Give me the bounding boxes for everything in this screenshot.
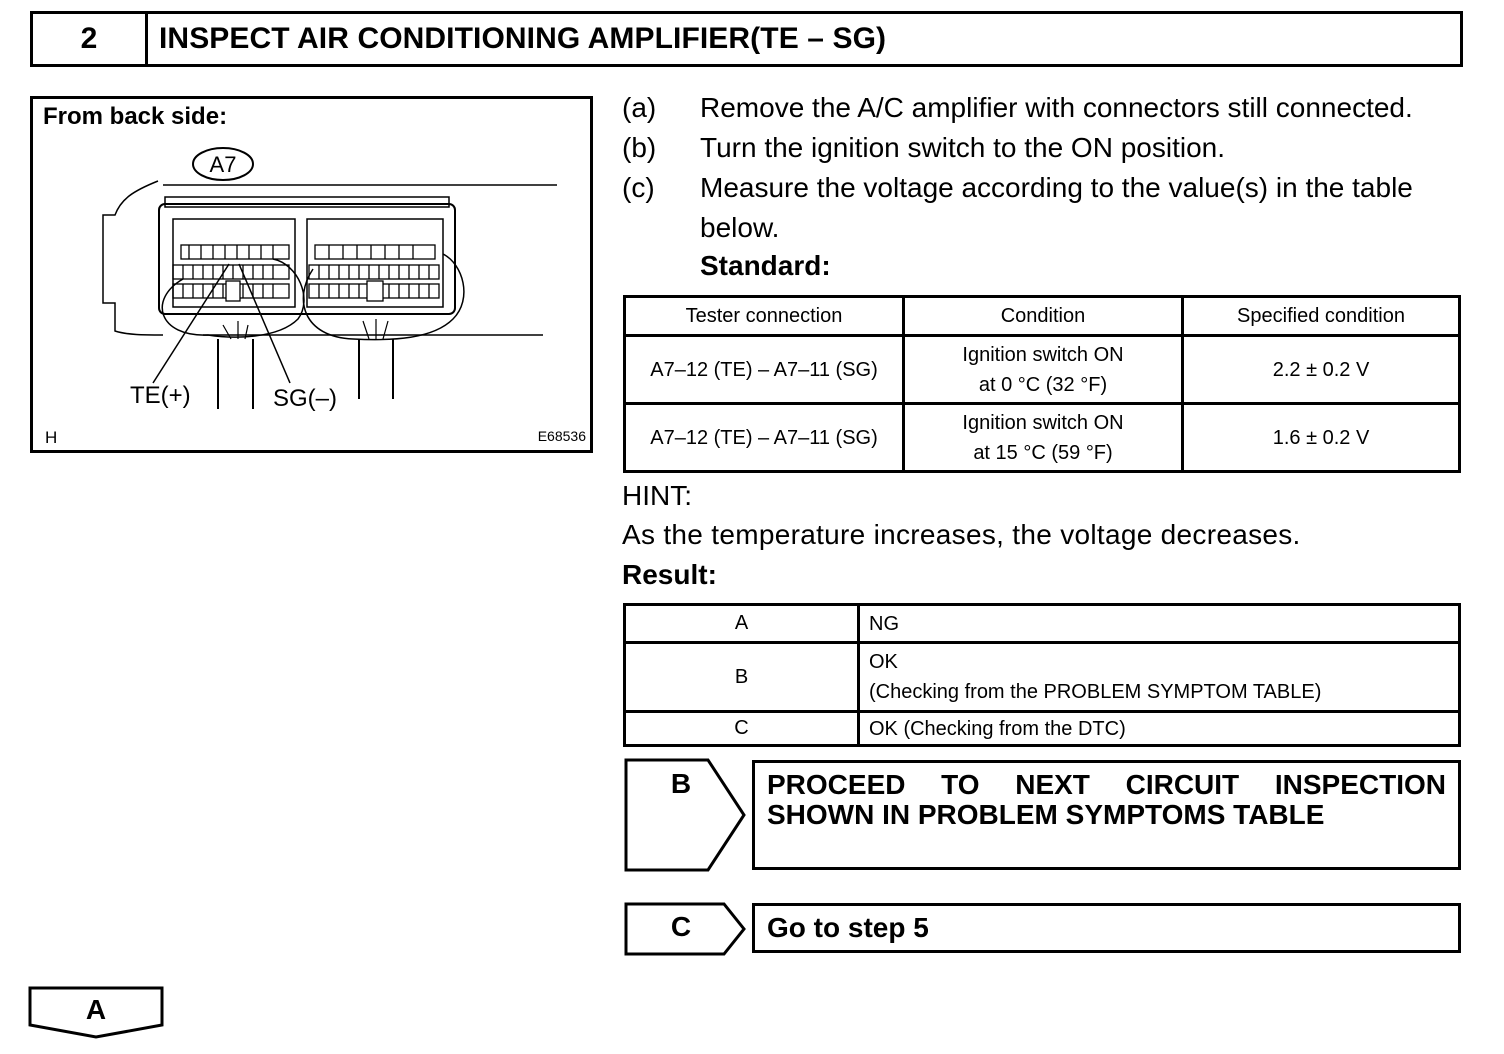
step-c-text-continued: below. xyxy=(700,212,780,243)
step-title: INSPECT AIR CONDITIONING AMPLIFIER(TE – SG) xyxy=(159,22,887,55)
result-value-line2: (Checking from the PROBLEM SYMPTOM TABLE) xyxy=(869,681,1322,703)
action-word: CIRCUIT xyxy=(1125,769,1240,800)
result-value: NG xyxy=(859,605,1460,643)
hint-label: HINT: xyxy=(622,480,692,511)
result-b-action-line1 xyxy=(767,770,1446,800)
step-c-letter: (c) xyxy=(622,172,655,203)
result-c-action: Go to step 5 xyxy=(752,903,1461,953)
cell-connection: A7–12 (TE) – A7–11 (SG) xyxy=(625,336,904,404)
result-value: OK (Checking from the DTC) xyxy=(859,712,1460,746)
step-c-text: Measure the voltage according to the value(s) in the table xyxy=(700,172,1413,203)
connector-figure xyxy=(30,96,593,453)
cell-condition xyxy=(904,336,1183,404)
step-b-letter: (b) xyxy=(622,132,657,163)
step-b-text: Turn the ignition switch to the ON position. xyxy=(700,132,1225,163)
table-row xyxy=(625,605,1460,643)
result-b-action-line2: SHOWN IN PROBLEM SYMPTOMS TABLE xyxy=(767,799,1325,830)
cell-spec: 1.6 ± 0.2 V xyxy=(1183,404,1460,472)
header-tester-connection: Tester connection xyxy=(625,297,904,336)
cell-condition-line2: at 0 °C (32 °F) xyxy=(978,373,1108,396)
figure-id: E68536 xyxy=(537,428,586,444)
result-b-arrow-label: B xyxy=(670,768,692,799)
step-number: 2 xyxy=(33,14,148,64)
cell-connection: A7–12 (TE) – A7–11 (SG) xyxy=(625,404,904,472)
figure-corner-mark: H xyxy=(45,428,58,447)
sg-leader-line xyxy=(239,264,290,383)
standard-label: Standard: xyxy=(700,250,831,281)
action-word: NEXT xyxy=(1015,769,1090,800)
result-key: C xyxy=(625,712,859,746)
figure-caption: From back side: xyxy=(43,103,228,130)
table-row xyxy=(625,404,1460,472)
cell-condition-line1: Ignition switch ON xyxy=(962,411,1124,434)
step-a-letter: (a) xyxy=(622,92,657,123)
cell-condition-line2: at 15 °C (59 °F) xyxy=(973,441,1113,464)
sg-pin-label: SG(–) xyxy=(273,385,338,412)
connector-id-label: A7 xyxy=(209,152,237,177)
cell-condition-line1: Ignition switch ON xyxy=(962,343,1124,366)
result-c-arrow-label: C xyxy=(670,911,692,942)
standard-table xyxy=(623,295,1461,473)
left-pin-block xyxy=(173,245,289,301)
result-value xyxy=(859,643,1460,712)
table-row xyxy=(625,712,1460,746)
cell-spec: 2.2 ± 0.2 V xyxy=(1183,336,1460,404)
right-pin-block xyxy=(309,245,439,301)
result-label: Result: xyxy=(622,559,717,590)
table-row xyxy=(625,336,1460,404)
connector-drawing xyxy=(33,99,590,450)
header-specified-condition: Specified condition xyxy=(1183,297,1460,336)
header-condition: Condition xyxy=(904,297,1183,336)
table-header-row xyxy=(625,297,1460,336)
result-value-line1: OK xyxy=(869,651,898,673)
result-key: A xyxy=(625,605,859,643)
action-word: PROCEED xyxy=(767,769,906,800)
te-pin-label: TE(+) xyxy=(130,382,191,409)
result-a-arrow-label: A xyxy=(85,994,107,1025)
step-a-text: Remove the A/C amplifier with connectors still connected. xyxy=(700,92,1413,123)
cell-condition xyxy=(904,404,1183,472)
action-word: INSPECTION xyxy=(1274,769,1446,800)
result-b-action xyxy=(752,760,1461,870)
hint-text: As the temperature increases, the voltage decreases. xyxy=(622,519,1301,550)
result-table xyxy=(623,603,1461,747)
step-header xyxy=(30,11,1463,67)
result-key: B xyxy=(625,643,859,712)
action-word: TO xyxy=(941,769,980,800)
table-row xyxy=(625,643,1460,712)
